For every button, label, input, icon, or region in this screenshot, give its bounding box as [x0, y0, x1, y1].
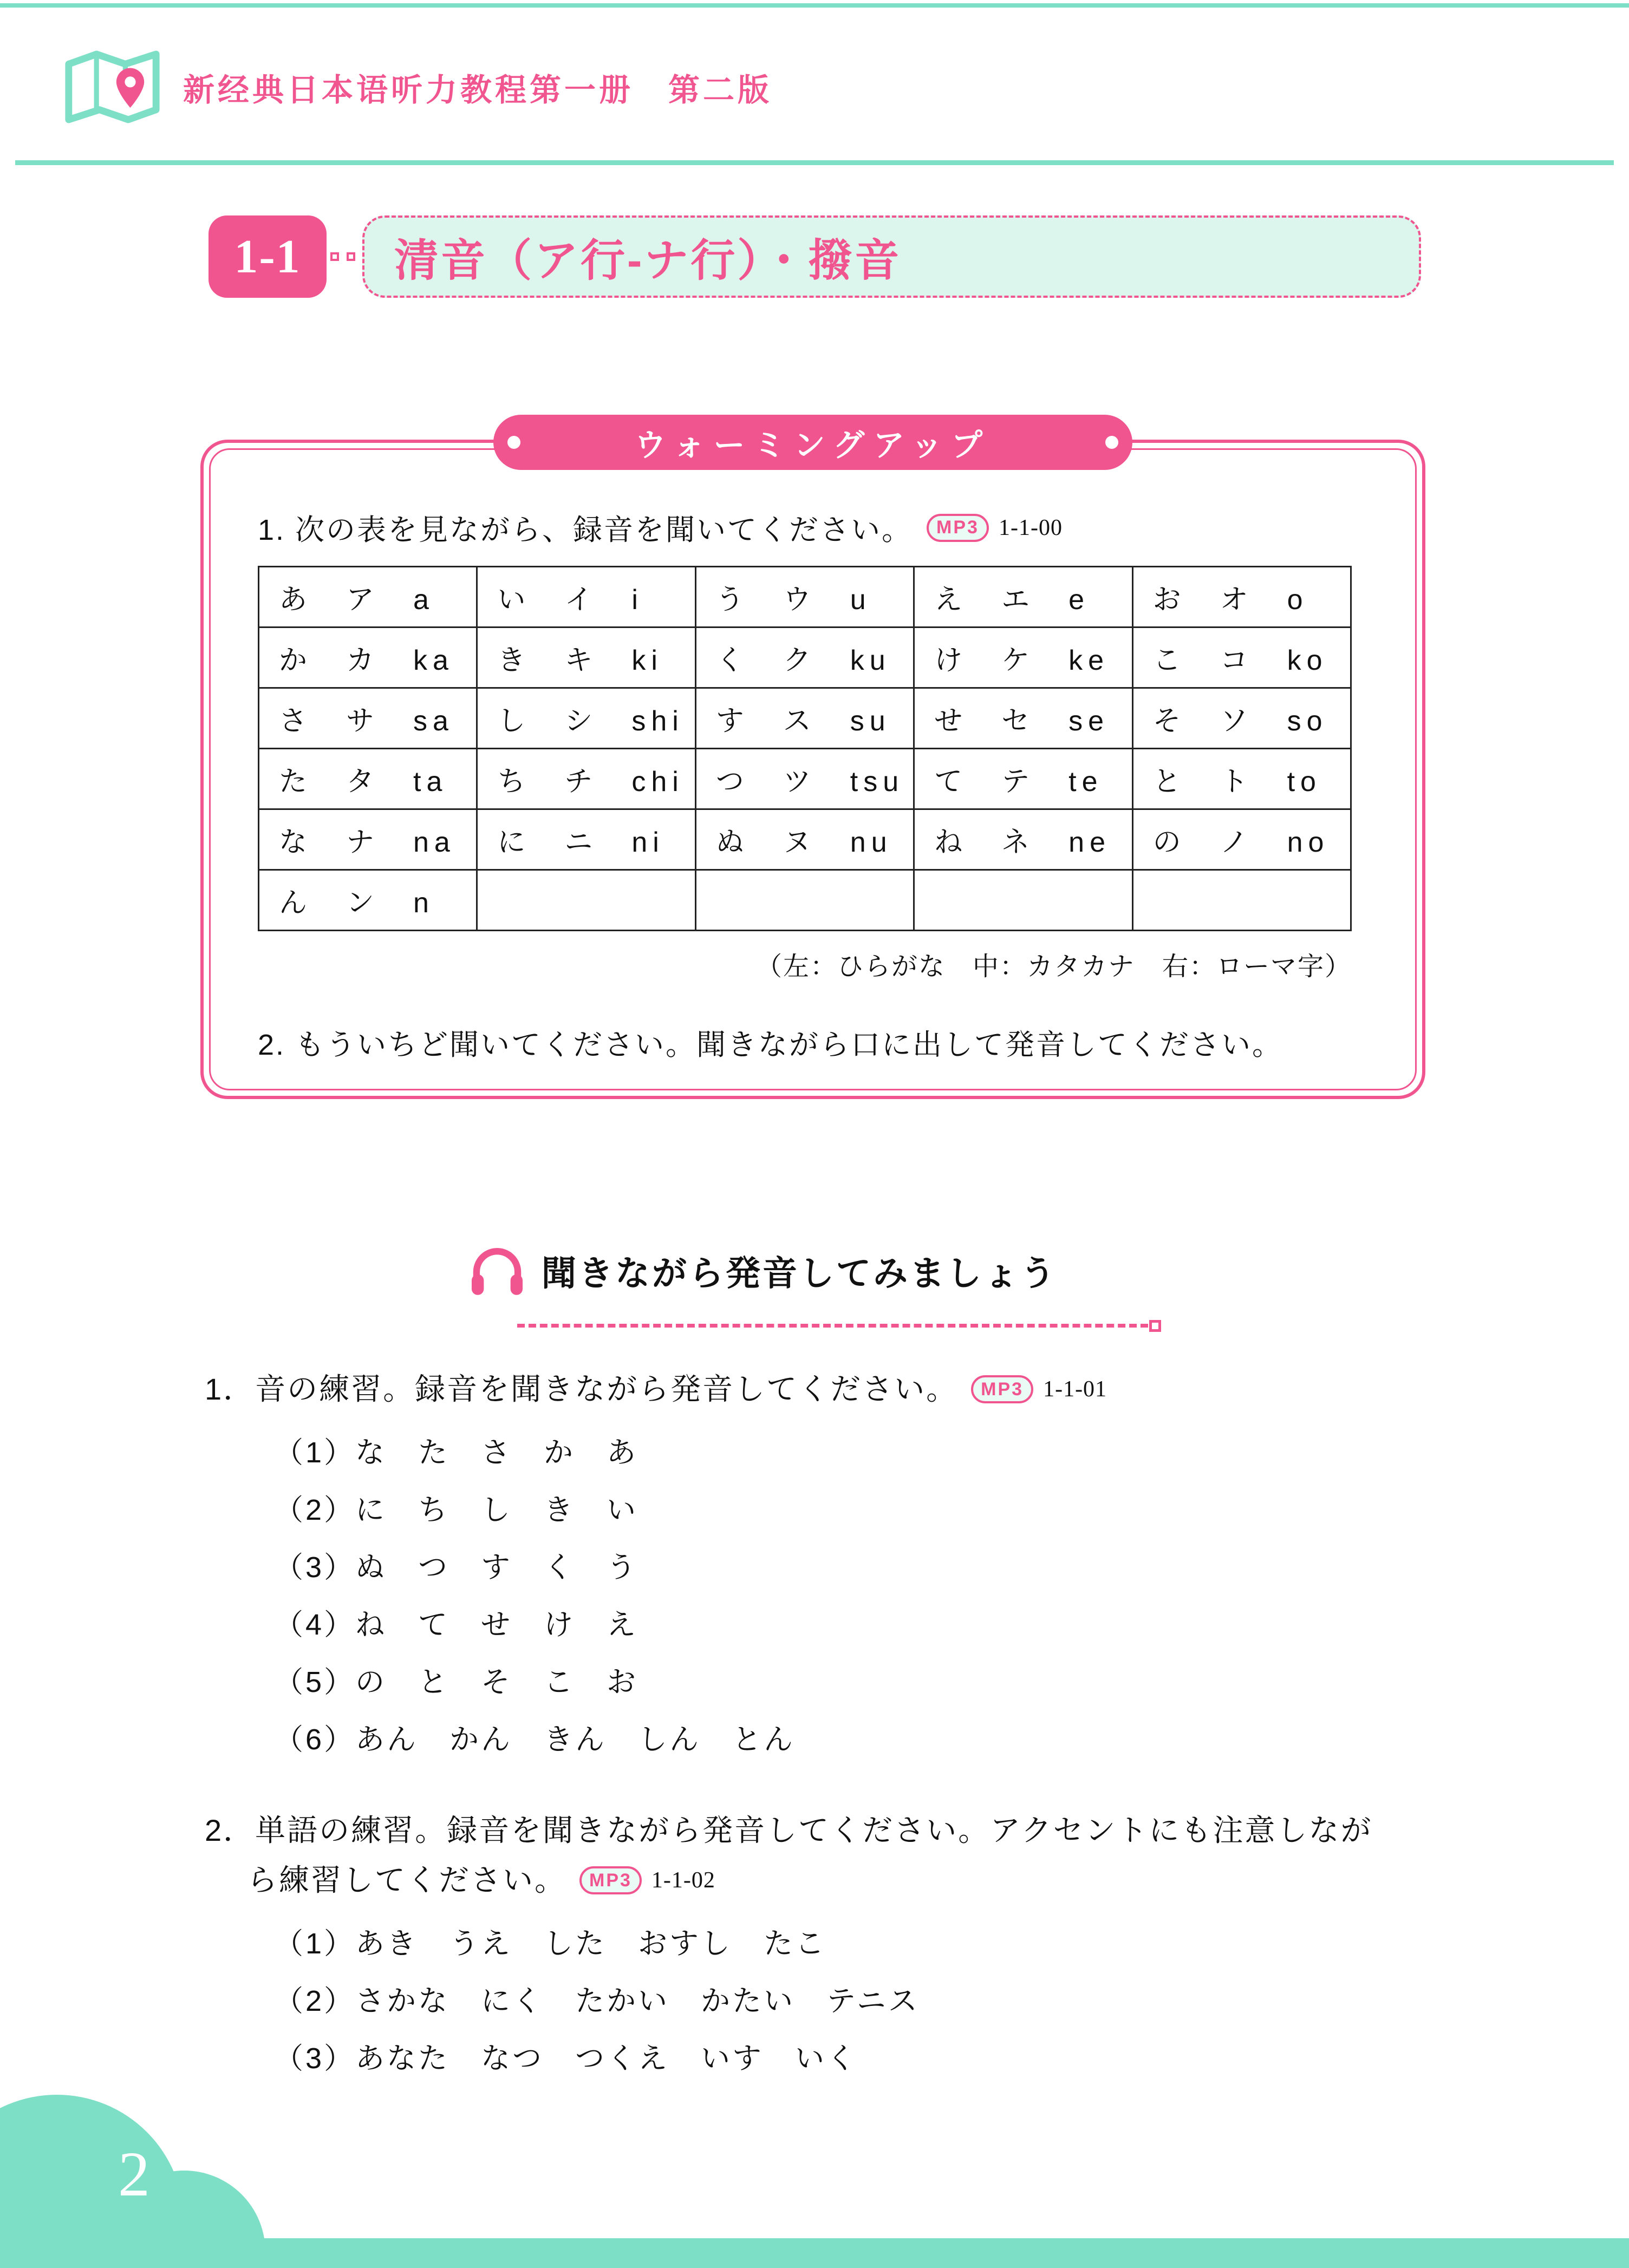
list-item: （1）あき うえ した おすし たこ	[274, 1927, 827, 1960]
kana-cell: え エ e	[914, 567, 1132, 628]
exercise-heading-text: 2．単語の練習。録音を聞きながら発音してください。アクセントにも注意しなが	[205, 1813, 1373, 1847]
mp3-track: 1-1-00	[998, 515, 1063, 540]
header-title: 新经典日本语听力教程第一册 第二版	[183, 72, 773, 108]
warmup-item-1	[258, 507, 1368, 548]
exercise-1	[205, 1364, 1450, 1768]
table-row	[259, 870, 1351, 931]
kana-cell: さ サ sa	[259, 688, 477, 749]
kana-cell: こ コ ko	[1132, 628, 1351, 688]
kana-cell: け ケ ke	[914, 628, 1132, 688]
section-badge	[208, 215, 327, 298]
mp3-track: 1-1-02	[651, 1868, 715, 1893]
exercise-heading-text: ら練習してください。	[247, 1863, 566, 1897]
warmup-panel	[200, 428, 1425, 1099]
mp3-track: 1-1-01	[1043, 1377, 1107, 1402]
kana-cell: て テ te	[914, 749, 1132, 809]
kana-cell: い イ i	[477, 567, 695, 628]
kana-cell: た タ ta	[259, 749, 477, 809]
connector-square-icon	[330, 252, 339, 261]
mp3-label: MP3	[936, 517, 979, 538]
section-badge-label: 1-1	[234, 230, 301, 283]
table-row	[259, 567, 1351, 628]
kana-cell: せ セ se	[914, 688, 1132, 749]
exercise-1-list	[205, 1424, 1450, 1768]
kana-cell: き キ ki	[477, 628, 695, 688]
map-logo-icon	[62, 42, 162, 132]
kana-cell: な ナ na	[259, 809, 477, 870]
kana-cell: す ス su	[695, 688, 914, 749]
page-number: 2	[118, 2139, 150, 2210]
list-item: （3）あなた なつ つくえ いす いく	[274, 2042, 858, 2075]
kana-cell: お オ o	[1132, 567, 1351, 628]
kana-cell: の ノ no	[1132, 809, 1351, 870]
item-text: 1. 次の表を見ながら、録音を聞いてください。	[258, 514, 913, 546]
list-item: （4）ね て せ け え	[274, 1609, 638, 1641]
listen-title: 聞きながら発音してみましょう	[542, 1254, 1057, 1293]
kana-cell: く ク ku	[695, 628, 914, 688]
exercise-2	[205, 1806, 1450, 2087]
dashed-underline	[517, 1324, 1148, 1328]
kana-cell: か カ ka	[259, 628, 477, 688]
kana-cell: ね ネ ne	[914, 809, 1132, 870]
list-item: （2）さかな にく たかい かたい テニス	[274, 1985, 920, 2017]
warmup-content	[204, 443, 1422, 1096]
list-item: （6）あん かん きん しん とん	[274, 1723, 796, 1756]
kana-cell	[695, 870, 914, 931]
mp3-icon	[971, 1375, 1033, 1403]
list-item: （2）に ち し き い	[274, 1494, 638, 1526]
table-row	[259, 628, 1351, 688]
mp3-label: MP3	[981, 1379, 1024, 1400]
kana-cell: つ ツ tsu	[695, 749, 914, 809]
list-item: （3）ぬ つ す く う	[274, 1551, 638, 1584]
exercise-1-heading	[205, 1364, 1450, 1414]
table-row	[259, 749, 1351, 809]
list-item: （1）な た さ か あ	[274, 1436, 638, 1469]
table-caption: （左：ひらがな 中：カタカナ 右：ローマ字）	[755, 952, 1352, 981]
mp3-icon	[579, 1866, 642, 1894]
connector-square-icon	[347, 252, 355, 261]
header-rule	[15, 160, 1614, 165]
list-item: （5）の と そ こ お	[274, 1666, 638, 1698]
warmup-title: ウォーミングアップ	[634, 428, 992, 463]
kana-cell: と ト to	[1132, 749, 1351, 809]
mp3-label: MP3	[589, 1870, 632, 1891]
section-heading	[208, 215, 1421, 298]
kana-cell: に ニ ni	[477, 809, 695, 870]
item-text: 2. もういちど聞いてください。聞きながら口に出して発音してください。	[258, 1029, 1283, 1061]
kana-cell: し シ shi	[477, 688, 695, 749]
exercise-2-list	[205, 1915, 1450, 2087]
header	[62, 42, 772, 132]
exercise-2-heading-line1	[205, 1806, 1450, 1855]
kana-cell: ん ン n	[259, 870, 477, 931]
headphones-icon	[467, 1243, 527, 1299]
table-row	[259, 688, 1351, 749]
kana-cell	[477, 870, 695, 931]
exercise-heading-text: 1．音の練習。録音を聞きながら発音してください。	[205, 1372, 959, 1406]
mp3-icon	[927, 514, 989, 542]
kana-cell: ち チ chi	[477, 749, 695, 809]
section-title: 清音（ア行-ナ行）・撥音	[394, 236, 902, 285]
exercise-2-heading-line2	[205, 1855, 1450, 1905]
bottom-border	[0, 2238, 1629, 2268]
kana-cell: う ウ u	[695, 567, 914, 628]
section-title-box	[362, 215, 1421, 298]
square-endpoint-icon	[1149, 1320, 1161, 1332]
listen-section-header	[467, 1243, 1057, 1299]
kana-cell: そ ソ so	[1132, 688, 1351, 749]
kana-cell: ぬ ヌ nu	[695, 809, 914, 870]
kana-cell	[914, 870, 1132, 931]
table-row	[259, 809, 1351, 870]
kana-table	[258, 566, 1352, 931]
warmup-item-2	[258, 1022, 1368, 1063]
top-border	[0, 3, 1629, 8]
kana-cell	[1132, 870, 1351, 931]
kana-cell: あ ア a	[259, 567, 477, 628]
